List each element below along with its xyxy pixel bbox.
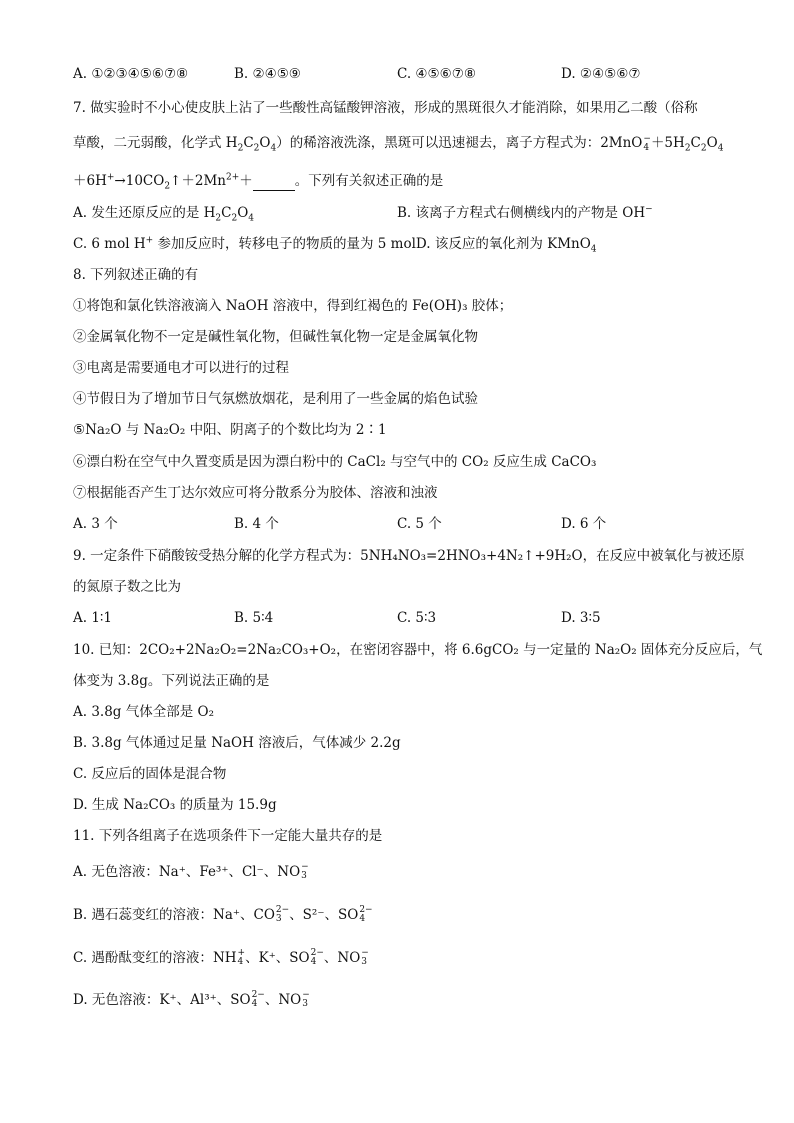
q6-option-d: D. ②④⑤⑥⑦ — [561, 66, 641, 82]
q8-option-b: B. 4 个 — [234, 516, 279, 532]
q7-option-c-d: C. 6 mol H+ 参加反应时，转移电子的物质的量为 5 molD. 该反应的氧化剂为 KMnO$_4$ — [73, 235, 597, 255]
q8-option-a: A. 3 个 — [73, 516, 118, 532]
q11-option-b: B. 遇石蕊变红的溶液：Na⁺、CO 2− 3 、S²⁻、SO 2− 4 — [73, 905, 373, 924]
q9-stem-line1: 9. 一定条件下硝酸铵受热分解的化学方程式为：5NH₄NO₃=2HNO₃+4N₂↑+9H₂O，在反应中被氧化与被还原 — [73, 548, 745, 564]
q8-option-d: D. 6 个 — [561, 516, 607, 532]
q6-option-c: C. ④⑤⑥⑦⑧ — [397, 66, 476, 82]
q11-option-a: A. 无色溶液：Na⁺、Fe³⁺、Cl⁻、NO − 3 — [73, 862, 309, 881]
q11-option-c: C. 遇酚酞变红的溶液：NH + 4 、K⁺、SO 2− 4 、NO − 3 — [73, 948, 369, 967]
q7-stem-line2: 草酸，二元弱酸，化学式 $H_2C_2O_4$）的稀溶液洗涤，黑斑可以迅速褪去，离子方程式为：2MnO − 4 $+5H_2C_2O_4$ — [73, 133, 724, 154]
q8-option-c: C. 5 个 — [397, 516, 442, 532]
q7-stem-line3: $+6H^+\to 10CO_2↑+2Mn^{2+}+$ 。下列有关叙述正确的是 — [73, 172, 444, 192]
q9-stem-line2: 的氮原子数之比为 — [73, 579, 181, 595]
q10-option-a: A. 3.8g 气体全部是 O₂ — [73, 704, 215, 720]
q10-option-b: B. 3.8g 气体通过足量 NaOH 溶液后，气体减少 2.2g — [73, 735, 401, 751]
q6-option-b: B. ②④⑤⑨ — [234, 66, 301, 82]
q8-statement-4: ④节假日为了增加节日气氛燃放烟花，是利用了一些金属的焰色试验 — [73, 391, 478, 407]
q10-option-d: D. 生成 Na₂CO₃ 的质量为 15.9g — [73, 797, 277, 813]
q8-stem: 8. 下列叙述正确的有 — [73, 267, 199, 283]
q9-option-d: D. 3∶5 — [561, 610, 601, 626]
q8-statement-5: ⑤Na₂O 与 Na₂O₂ 中阳、阴离子的个数比均为 2∶1 — [73, 422, 387, 438]
q9-option-a: A. 1∶1 — [73, 610, 113, 626]
q8-statement-1: ①将饱和氯化铁溶液滴入 NaOH 溶液中，得到红褐色的 Fe(OH)₃ 胶体； — [73, 298, 513, 314]
q8-statement-3: ③电离是需要通电才可以进行的过程 — [73, 360, 289, 376]
q6-option-a: A. ①②③④⑤⑥⑦⑧ — [73, 66, 189, 82]
q7-stem-line1: 7. 做实验时不小心使皮肤上沾了一些酸性高锰酸钾溶液，形成的黑斑很久才能消除，如果用乙二酸（俗称 — [73, 100, 698, 116]
q7-option-b: B. 该离子方程式右侧横线内的产物是 OH− — [397, 204, 653, 221]
q9-option-c: C. 5∶3 — [397, 610, 437, 626]
q8-statement-6: ⑥漂白粉在空气中久置变质是因为漂白粉中的 CaCl₂ 与空气中的 CO₂ 反应生成 CaCO₃ — [73, 454, 597, 470]
q10-stem-line1: 10. 已知：2CO₂+2Na₂O₂=2Na₂CO₃+O₂，在密闭容器中，将 6.6gCO₂ 与一定量的 Na₂O₂ 固体充分反应后，气 — [73, 642, 763, 658]
q10-option-c: C. 反应后的固体是混合物 — [73, 766, 227, 782]
q11-option-d: D. 无色溶液：K⁺、Al³⁺、SO 2− 4 、NO − 3 — [73, 990, 310, 1009]
q8-statement-7: ⑦根据能否产生丁达尔效应可将分散系分为胶体、溶液和浊液 — [73, 485, 438, 501]
answer-blank — [253, 176, 295, 191]
q11-stem: 11. 下列各组离子在选项条件下一定能大量共存的是 — [73, 828, 383, 844]
q10-stem-line2: 体变为 3.8g。下列说法正确的是 — [73, 673, 270, 689]
q9-option-b: B. 5∶4 — [234, 610, 274, 626]
q8-statement-2: ②金属氧化物不一定是碱性氧化物，但碱性氧化物一定是金属氧化物 — [73, 329, 478, 345]
q7-option-a: A. 发生还原反应的是 $H_2C_2O_4$ — [73, 205, 255, 224]
